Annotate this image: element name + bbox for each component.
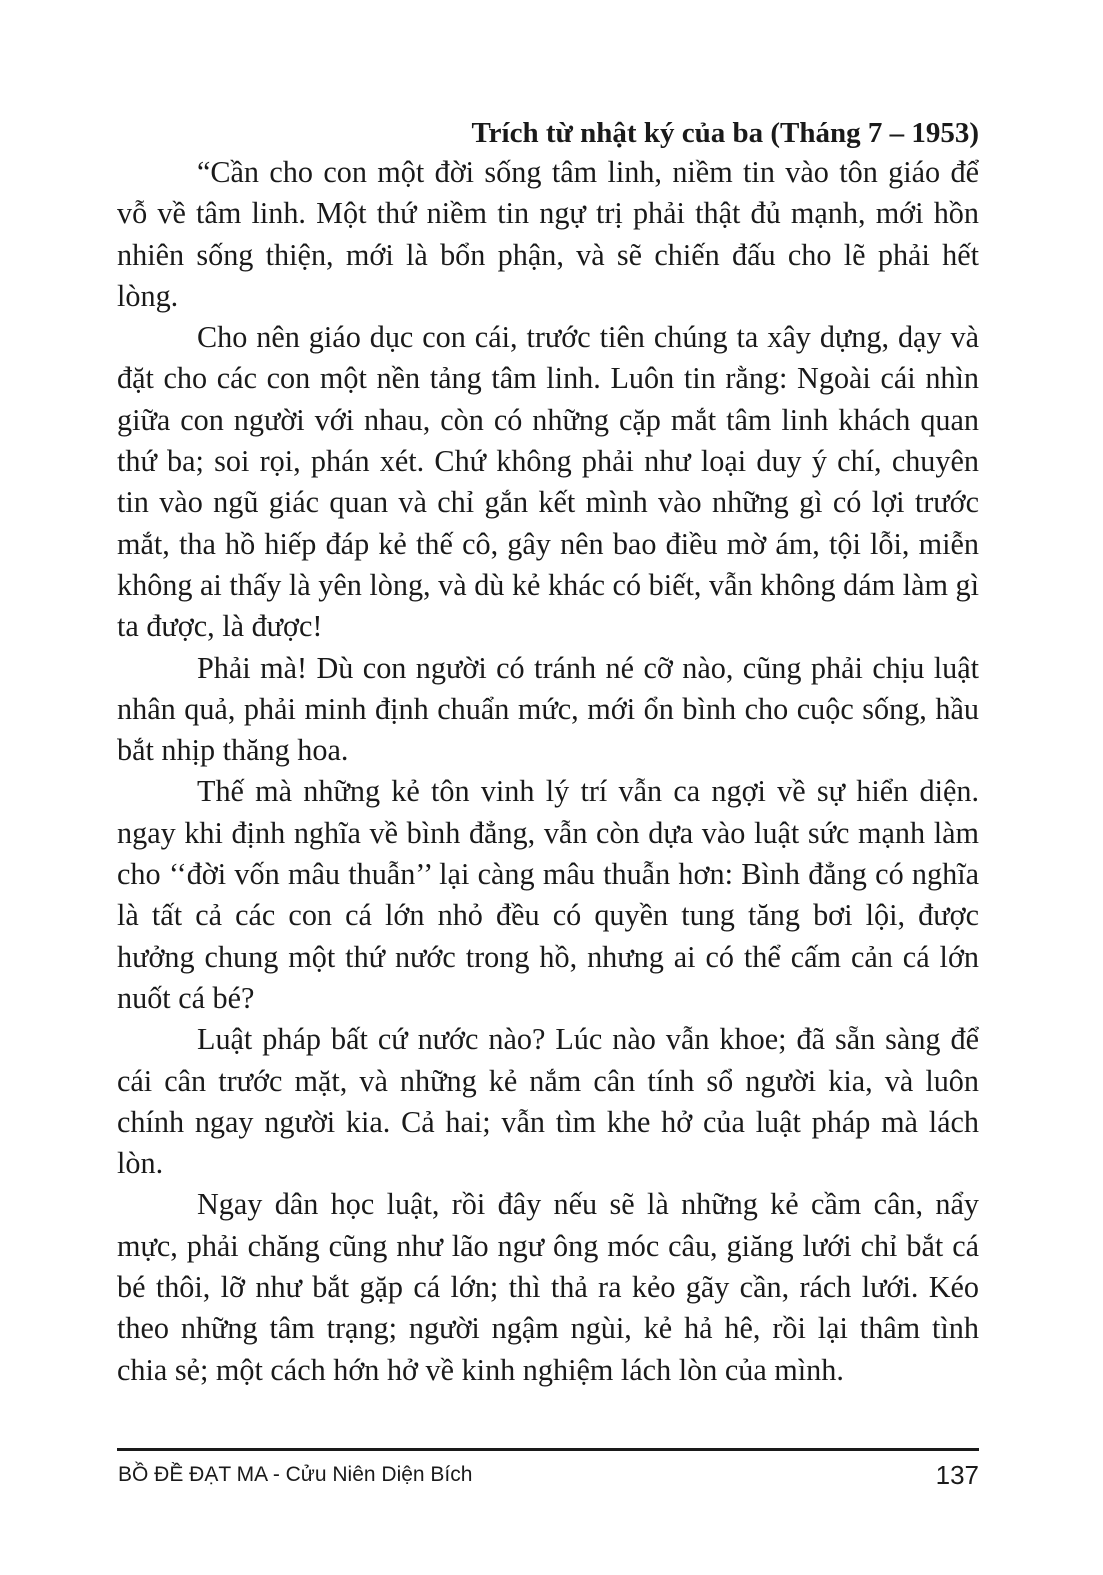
paragraph: Ngay dân học luật, rồi đây nếu sẽ là những kẻ cầm cân, nẩy mực, phải chăng cũng như lão ngư ông móc câu, giăng lưới chỉ bắt cá bé thôi, lỡ như bắt gặp cá lớn; thì thả ra kẻo gãy cần, rách lưới. Kéo theo những tâm trạng; người ngậm ngùi, kẻ hả hê, rồi lại thâm tình chia sẻ; một cách hớn hở về kinh nghiệm lách lòn của mình. [117, 1187, 979, 1387]
paragraph: Thế mà những kẻ tôn vinh lý trí vẫn ca ngợi về sự hiển diện. ngay khi định nghĩa về bình đẳng, vẫn còn dựa vào luật sức mạnh làm cho ‘‘đời vốn mâu thuẫn’’ lại càng mâu thuẫn hơn: Bình đẳng có nghĩa là tất cả các con cá lớn nhỏ đều có quyền tung tăng bơi lội, được hưởng chung một thứ nước trong hồ, nhưng ai có thể cấm cản cá lớn nuốt cá bé? [117, 774, 979, 1015]
footer-divider [117, 1448, 979, 1451]
paragraph: Phải mà! Dù con người có tránh né cỡ nào, cũng phải chịu luật nhân quả, phải minh định chuẩn mức, mới ổn bình cho cuộc sống, hầu bắt nhịp thăng hoa. [117, 650, 979, 768]
diary-excerpt-heading: Trích từ nhật ký của ba (Tháng 7 – 1953) [471, 117, 979, 149]
paragraph: Cho nên giáo dục con cái, trước tiên chúng ta xây dựng, dạy và đặt cho các con một nền tảng tâm linh. Luôn tin rằng: Ngoài cái nhìn giữa con người với nhau, còn có những cặp mắt tâm linh khách quan thứ ba; soi rọi, phán xét. Chứ không phải như loại duy ý chí, chuyên tin vào ngũ giác quan và chỉ gắn kết mình vào những gì có lợi trước mắt, tha hồ hiếp đáp kẻ thế cô, gây nên bao điều mờ ám, tội lỗi, miễn không ai thấy là yên lòng, và dù kẻ khác có biết, vẫn không dám làm gì ta được, là được! [117, 320, 979, 644]
paragraph: Luật pháp bất cứ nước nào? Lúc nào vẫn khoe; đã sẵn sàng để cái cân trước mặt, và những kẻ nắm cân tính sổ người kia, và luôn chính ngay người kia. Cả hai; vẫn tìm khe hở của luật pháp mà lách lòn. [117, 1022, 979, 1181]
page-number: 137 [935, 1460, 979, 1490]
body-text [117, 152, 979, 1391]
paragraph: “Cần cho con một đời sống tâm linh, niềm tin vào tôn giáo để vỗ về tâm linh. Một thứ niềm tin ngự trị phải thật đủ mạnh, mới hồn nhiên sống thiện, mới là bổn phận, và sẽ chiến đấu cho lẽ phải hết lòng. [117, 155, 979, 313]
footer-book-title: BỒ ĐỀ ĐẠT MA - Cửu Niên Diện Bích [118, 1463, 473, 1486]
